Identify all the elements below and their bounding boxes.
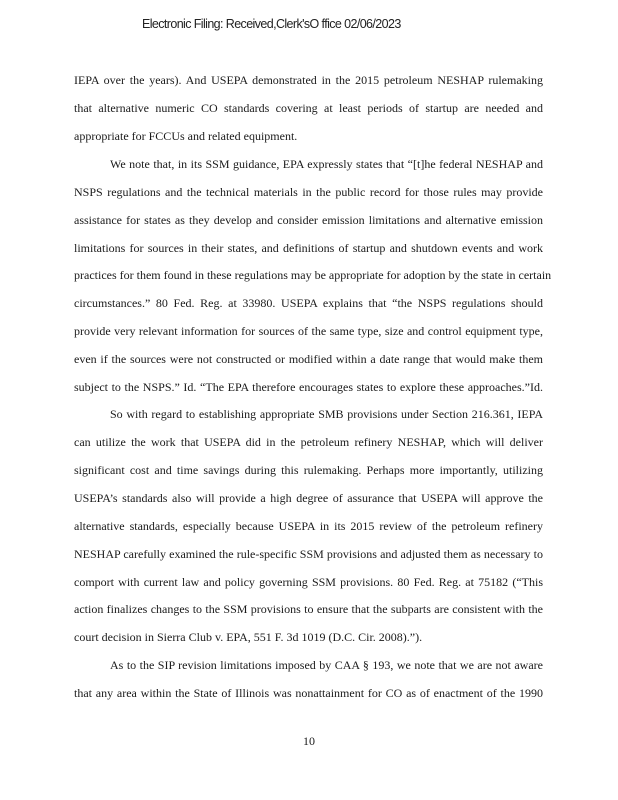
body-line: action finalizes changes to the SSM provisions to ensure that the subparts are consistent with the [74,602,543,616]
body-line: alternative standards, especially because USEPA in its 2015 review of the petroleum refinery [74,519,543,533]
body-line: limitations for sources in their states, and definitions of startup and shutdown events and work [74,241,543,255]
body-line: that alternative numeric CO standards covering at least periods of startup are needed and [74,101,543,115]
body-line: We note that, in its SSM guidance, EPA expressly states that “[t]he federal NESHAP and [110,157,543,171]
body-line: assistance for states as they develop and consider emission limitations and alternative emission [74,213,543,227]
page-number: 10 [303,734,315,748]
body-line: even if the sources were not constructed or modified within a date range that would make them [74,352,543,366]
body-line: can utilize the work that USEPA did in the petroleum refinery NESHAP, which will deliver [74,435,543,449]
body-line: circumstances.” 80 Fed. Reg. at 33980. USEPA explains that “the NSPS regulations should [74,296,543,310]
body-line: comport with current law and policy governing SSM provisions. 80 Fed. Reg. at 75182 (“This [74,575,543,589]
body-line: practices for them found in these regulations may be appropriate for adoption by the state in certain [74,268,552,282]
body-line: court decision in Sierra Club v. EPA, 551 F. 3d 1019 (D.C. Cir. 2008).”). [74,630,423,644]
body-line: that any area within the State of Illinois was nonattainment for CO as of enactment of the 1990 [74,686,543,700]
body-line: NSPS regulations and the technical materials in the public record for those rules may provide [74,185,543,199]
body-line: appropriate for FCCUs and related equipment. [74,129,298,143]
body-line: So with regard to establishing appropriate SMB provisions under Section 216.361, IEPA [110,407,543,421]
body-line: USEPA’s standards also will provide a high degree of assurance that USEPA will approve the [74,491,543,505]
body-line: significant cost and time savings during this rulemaking. Perhaps more importantly, utilizing [74,463,543,477]
body-line: NESHAP carefully examined the rule-specific SSM provisions and adjusted them as necessary to [74,547,543,561]
electronic-filing-stamp: Electronic Filing: Received,Clerk'sO ffice 02/06/2023 [142,17,401,31]
body-line: subject to the NSPS.” Id. “The EPA therefore encourages states to explore these approaches.”Id. [74,380,543,394]
body-line: IEPA over the years). And USEPA demonstrated in the 2015 petroleum NESHAP rulemaking [74,73,543,87]
body-line: provide very relevant information for sources of the same type, size and control equipment type, [74,324,543,338]
body-line: As to the SIP revision limitations imposed by CAA § 193, we note that we are not aware [110,658,543,672]
